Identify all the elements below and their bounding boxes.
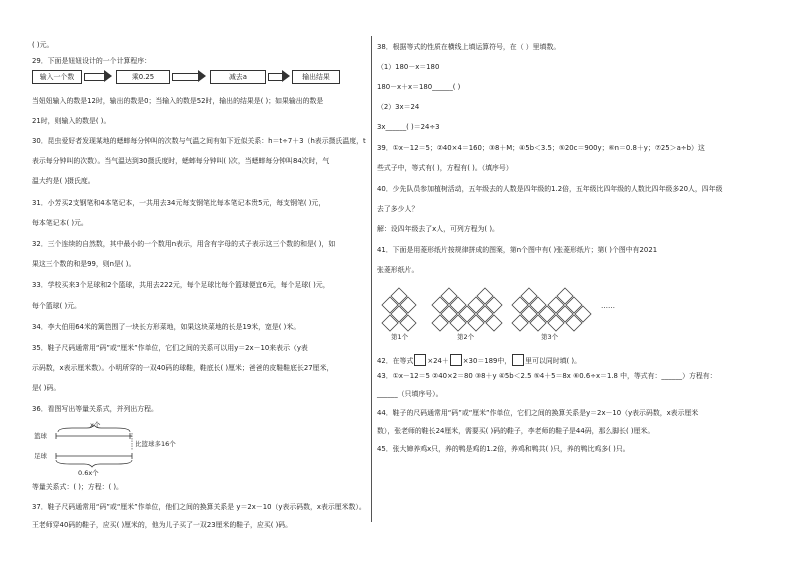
rhombus-tile bbox=[512, 315, 528, 331]
q38-item-2: （2）3x＝24 bbox=[377, 103, 420, 111]
question-31-line-b: 每本笔记本( )元。 bbox=[32, 219, 88, 227]
question-37-line-b: 王老师穿40码的鞋子，应买( )厘米的，他为儿子买了一双23厘米的鞋子，应买( )码。 bbox=[32, 521, 293, 529]
flow-arrow-1 bbox=[84, 73, 105, 81]
rhombus-tile bbox=[557, 288, 573, 304]
flow-arrowhead-3 bbox=[282, 70, 290, 82]
question-45: 45．张大婶养鸡x只，养的鸭是鸡的1.2倍，养鸡和鸭共( )只，养的鸭比鸡多( )只。 bbox=[377, 445, 630, 453]
q42-suffix: 里可以同时填( )。 bbox=[525, 357, 581, 365]
question-43-line-b: ______（只填序号）。 bbox=[377, 390, 443, 398]
question-32-line-a: 32．三个连续的自然数，其中最小的一个数用n表示，用含有字母的式子表示这三个数的和是( )，如 bbox=[32, 240, 336, 248]
figure-1-label: 第1个 bbox=[391, 333, 409, 341]
question-39-line-b: 些式子中，等式有( )，方程有( )。（填序号） bbox=[377, 164, 513, 172]
question-29-line-a: 当妞妞输入的数是12时，输出的数是0；当输入的数是52时，输出的结果是( )；如果输出的数是 bbox=[32, 97, 324, 105]
question-37-line-a: 37．鞋子尺码通常用“码”或“厘米”作单位，他们之间的换算关系是 y＝2x－10（y表示码数，x表示厘米数）。 bbox=[32, 503, 366, 511]
question-44-line-b: 数），张老师的鞋长24厘米，需要买( )码的鞋子，李老师的鞋子是44码，那么脚长( )厘米。 bbox=[377, 427, 655, 435]
question-29-line-b: 21时，则输入的数是( )。 bbox=[32, 117, 111, 125]
rhombus-tile bbox=[477, 288, 493, 304]
pattern-ellipsis: …… bbox=[601, 302, 615, 310]
diagram-top-label: x个 bbox=[90, 421, 101, 429]
diagram-difference-label: 比篮球多16个 bbox=[135, 440, 176, 448]
rhombus-tile bbox=[441, 288, 457, 304]
rhombus-tile bbox=[539, 306, 555, 322]
question-29: 29．下面是妞妞设计的一个计算程序： bbox=[32, 57, 152, 65]
rhombus-tile bbox=[512, 297, 528, 313]
question-44-line-a: 44．鞋子的尺码通常用“码”或“厘米”作单位，它们之间的换算关系是y＝2x－10（y表示码数，x表示厘米 bbox=[377, 409, 699, 417]
rhombus-tile bbox=[450, 297, 466, 313]
figure-3-label: 第3个 bbox=[541, 333, 559, 341]
rhombus-tile bbox=[468, 297, 484, 313]
bottom-brace bbox=[56, 460, 132, 467]
rhombus-tile bbox=[530, 315, 546, 331]
flow-arrowhead-2 bbox=[198, 70, 206, 82]
question-31-line-a: 31．小芳买2支钢笔和4本笔记本，一共用去34元每支钢笔比每本笔记本贵5元，每支钢笔( )元， bbox=[32, 199, 326, 207]
rhombus-tile bbox=[566, 315, 582, 331]
question-33-line-a: 33．学校买来3个足球和2个篮球，共用去222元，每个足球比每个篮球便宜6元，每个足球( )元， bbox=[32, 281, 330, 289]
question-38: 38．根据等式的性质在横线上填运算符号，在（ ）里填数。 bbox=[377, 43, 561, 51]
rhombus-tile bbox=[521, 306, 537, 322]
question-40-line-a: 40．少先队员参加植树活动，五年级去的人数是四年级的1.2倍，五年级比四年级的人数比四年级多20人，四年级 bbox=[377, 185, 723, 193]
flow-arrow-2 bbox=[172, 73, 199, 81]
question-30-line-c: 温大约是( )摄氏度。 bbox=[32, 177, 95, 185]
question-39-line-a: 39．①x－12＝5；②40×4＝160；③8＋M；④5b＜3.5；⑤20c＝900y；⑥n＝0.8＋y；⑦25＞a÷b）这 bbox=[377, 144, 705, 152]
question-35-line-c: 是( )码。 bbox=[32, 384, 61, 392]
segment-diagram-svg bbox=[32, 418, 212, 478]
q42-box-1 bbox=[414, 354, 426, 366]
rhombus-tile bbox=[400, 297, 416, 313]
question-32-line-b: 果这三个数的和是99，则n是( )。 bbox=[32, 260, 136, 268]
rhombus-tile bbox=[391, 306, 407, 322]
q42-prefix: 42．在等式 bbox=[377, 357, 414, 365]
flow-box-subtract: 减去a bbox=[210, 70, 266, 84]
line-segment-diagram bbox=[32, 418, 212, 478]
rhombus-tile bbox=[400, 315, 416, 331]
rhombus-tile bbox=[521, 288, 537, 304]
question-36-answer: 等量关系式：( )；方程：( )。 bbox=[32, 483, 123, 491]
rhombus-tile bbox=[459, 306, 475, 322]
question-35-line-b: 示码数，x表示厘米数）。小明所穿的一双40码的球鞋，鞋底长( )厘米；爸爸的皮鞋鞋底长27厘米， bbox=[32, 364, 334, 372]
question-35-line-a: 35．鞋子尺码通常用“码”或“厘米”作单位，它们之间的关系可以用y＝2x－10来表示（y表 bbox=[32, 344, 308, 352]
question-34: 34．李大伯用64米的篱笆围了一块长方形菜地，如果这块菜地的长是19米，宽是( )米。 bbox=[32, 323, 301, 331]
rhombus-tile bbox=[486, 315, 502, 331]
column-divider bbox=[371, 36, 372, 522]
diagram-bottom-label: 0.6x个 bbox=[78, 469, 99, 477]
q38-item-2-blank: 3x______( )＝24÷3 bbox=[377, 123, 440, 131]
rhombus-figures bbox=[382, 288, 591, 331]
rhombus-tile bbox=[486, 297, 502, 313]
rhombus-tile bbox=[575, 306, 591, 322]
rhombus-tile bbox=[548, 315, 564, 331]
q42-box-2 bbox=[450, 354, 462, 366]
rhombus-tile bbox=[382, 297, 398, 313]
flowchart bbox=[32, 70, 352, 84]
rhombus-tile bbox=[382, 315, 398, 331]
flow-box-output: 输出结果 bbox=[292, 70, 340, 84]
rhombus-tile bbox=[566, 297, 582, 313]
flow-arrowhead-1 bbox=[104, 70, 112, 82]
question-43-line-a: 43．①x－12＝5 ②40×2＝80 ③8＋y ④5b＜2.5 ⑤4＋5＝8x ⑥0.6÷x＝1.8 中，等式有：______）方程有： bbox=[377, 372, 717, 380]
question-30-line-a: 30．昆虫爱好者发现某地的蟋蟀每分钟叫的次数与气温之间有如下近似关系：h＝t÷7＋3（h表示摄氏温度，t bbox=[32, 137, 366, 145]
flow-box-input: 输入一个数 bbox=[32, 70, 82, 84]
flow-arrow-3 bbox=[268, 73, 283, 81]
rhombus-tile bbox=[450, 315, 466, 331]
question-40-line-c: 解：设四年级去了x人，可列方程为( )。 bbox=[377, 225, 499, 233]
rhombus-tile bbox=[441, 306, 457, 322]
question-40-line-b: 去了多少人？ bbox=[377, 205, 419, 213]
q42-box-3 bbox=[512, 354, 524, 366]
left-column bbox=[32, 0, 366, 562]
diagram-label-football: 足球 bbox=[34, 452, 47, 460]
question-33-line-b: 每个篮球( )元。 bbox=[32, 302, 81, 310]
question-41-line-a: 41．下面是用菱形纸片按规律拼成的图案，第n个图中有( )张菱形纸片；第( )个图中有2021 bbox=[377, 246, 658, 254]
question-36: 36．看图写出等量关系式，并列出方程。 bbox=[32, 405, 158, 413]
question-30-line-b: 表示每分钟叫的次数）。当气温达到30摄氏度时，蟋蟀每分钟叫( )次，当蟋蟀每分钟叫84次时，气 bbox=[32, 157, 330, 165]
rhombus-tile bbox=[432, 297, 448, 313]
figure-2-label: 第2个 bbox=[457, 333, 475, 341]
rhombus-tile bbox=[477, 306, 493, 322]
right-column bbox=[377, 0, 762, 562]
q42-mid-1: ×24＋ bbox=[427, 357, 449, 365]
rhombus-tile bbox=[391, 288, 407, 304]
rhombus-tile bbox=[548, 297, 564, 313]
rhombus-tile bbox=[557, 306, 573, 322]
rhombus-tile bbox=[530, 297, 546, 313]
rhombus-tile bbox=[432, 315, 448, 331]
rhombus-pattern-figure bbox=[379, 282, 649, 342]
q42-mid-2: ×30＝189中， bbox=[462, 357, 512, 365]
flow-box-multiply: 乘0.25 bbox=[116, 70, 170, 84]
rhombus-tile bbox=[468, 315, 484, 331]
rhombus-pattern-svg bbox=[379, 282, 649, 342]
line-yuan: ( )元。 bbox=[32, 41, 54, 49]
question-42 bbox=[377, 354, 581, 366]
q38-item-1-blank: 180－x＋x＝180______( ) bbox=[377, 83, 461, 91]
question-41-line-b: 张菱形纸片。 bbox=[377, 266, 419, 274]
q38-item-1: （1）180－x＝180 bbox=[377, 63, 440, 71]
diagram-label-basketball: 篮球 bbox=[34, 432, 47, 440]
